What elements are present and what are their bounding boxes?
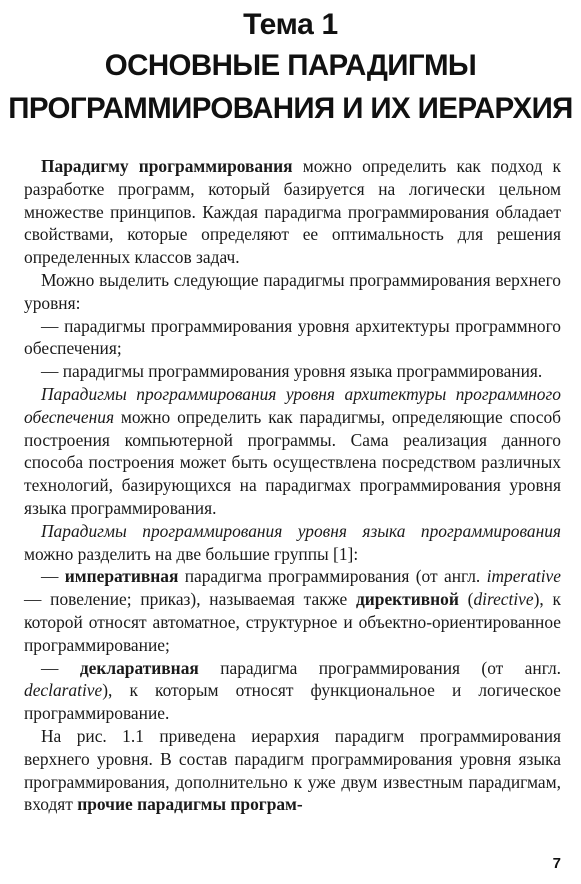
chapter-title-line-1: ОСНОВНЫЕ ПАРАДИГМЫ xyxy=(104,49,477,82)
term-paradigm: Парадигму программирования xyxy=(41,156,293,176)
topic-label: Тема 1 xyxy=(243,8,338,41)
term-language-paradigms: Парадигмы программирования уровня языка программирования xyxy=(41,520,561,541)
paragraph-text: ( xyxy=(458,589,474,610)
paragraph-text: ), к которым относят функциональное и логическое программирование. xyxy=(24,680,561,724)
term-other-paradigms: прочие парадигмы програм- xyxy=(77,794,303,815)
term-architecture-paradigms: Парадигмы программирования уровня архитектуры программного обеспечения xyxy=(24,383,561,427)
paragraph-hierarchy xyxy=(24,725,561,816)
body-text xyxy=(24,155,561,816)
dash: — xyxy=(41,566,65,587)
list-item-language: — парадигмы программирования уровня языка программирования. xyxy=(41,361,543,382)
paragraph-text: можно определить как парадигмы, определяющие способ построения компьютерной программы. Сама реализация данного способа построения может быть осуществлена посредством различных технологий, базирующихся на парадигмах программирования уровня языка программирования. xyxy=(24,406,561,518)
paragraph-text: можно разделить на две большие группы [1]: xyxy=(24,543,359,564)
term-directive-en: directive xyxy=(473,589,534,610)
list-item-declarative xyxy=(24,657,561,725)
term-declarative-en: declarative xyxy=(24,680,103,701)
page-number: 7 xyxy=(552,855,561,872)
paragraph-text: парадигма программирования (от англ. xyxy=(198,657,561,678)
chapter-title-line-2: ПРОГРАММИРОВАНИЯ И ИХ ИЕРАРХИЯ xyxy=(8,92,573,125)
paragraph-top-level: Можно выделить следующие парадигмы программирования верхнего уровня: xyxy=(24,269,561,313)
list-item-architecture: — парадигмы программирования уровня архитектуры программного обеспечения; xyxy=(24,315,561,359)
term-directive: директивной xyxy=(355,589,459,610)
paragraph-text: — повеление; приказ), называемая также xyxy=(24,589,356,610)
paragraph-text: На рис. 1.1 приведена иерархия парадигм программирования верхнего уровня. В состав парадигм программирования уровня языка программирования, дополнительно к уже двум известным парадигмам, входят xyxy=(24,725,561,815)
paragraph-text: ), к которой относят автоматное, структурное и объектно-ориентированное программирование; xyxy=(24,589,561,655)
dash: — xyxy=(41,657,80,678)
list-item-imperative xyxy=(24,565,561,656)
term-declarative: декларативная xyxy=(79,657,199,678)
term-imperative: императивная xyxy=(64,566,179,587)
chapter-heading xyxy=(0,6,581,130)
paragraph-definition xyxy=(24,155,561,269)
paragraph-text: можно определить как подход к разработке программ, который базируется на логически цельном множестве принципов. Каждая парадигма программирования обладает свойствами, которые определяют ее оптимальность для решения определенных классов задач. xyxy=(24,156,561,268)
paragraph-architecture xyxy=(24,383,561,520)
paragraph-language xyxy=(24,520,561,566)
term-imperative-en: imperative xyxy=(486,566,561,587)
paragraph-text: парадигма программирования (от англ. xyxy=(178,566,487,587)
